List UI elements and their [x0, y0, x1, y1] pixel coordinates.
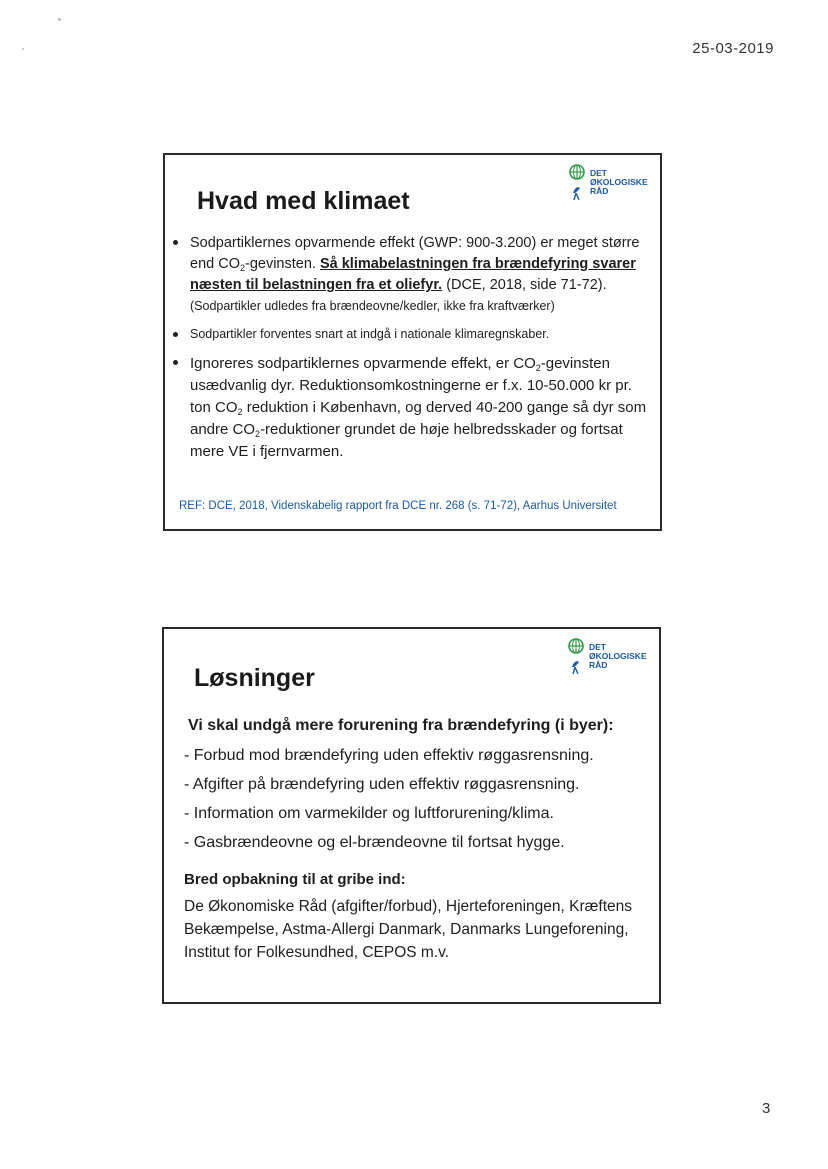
bullet-list	[172, 233, 656, 463]
solutions-heading: Vi skal undgå mere forurening fra brændefyring (i byer):	[188, 717, 614, 734]
logo-line: RÅD	[589, 660, 608, 670]
logo-line: RÅD	[590, 186, 609, 196]
logo-line: DET	[590, 168, 607, 178]
solutions-block	[184, 717, 654, 964]
scan-speck	[58, 18, 61, 21]
solution-item: - Afgifter på brændefyring uden effektiv røggasrensning.	[184, 776, 580, 793]
slide-title: Hvad med klimaet	[197, 187, 410, 215]
logo-line: ØKOLOGISKE	[589, 651, 647, 661]
logo-line: DET	[589, 642, 606, 652]
bullet-soot-warming: Sodpartiklernes opvarmende effekt (GWP: 900-3.200) er meget større end $CO_2$-gevinsten. Så klimabelastningen fra brændefyring svarer næsten til belastningen fra et oliefyr. (DCE, 2018, side 71-72). (Sodpartikler udledes fra brændeovne/kedler, ikke fra kraftværker)	[172, 233, 656, 317]
logo-text	[589, 643, 647, 670]
organization-logo	[566, 163, 652, 203]
reference-line: REF: DCE, 2018, Videnskabelig rapport fra DCE nr. 268 (s. 71-72), Aarhus Universitet	[179, 500, 617, 512]
solution-item: - Information om varmekilder og luftforurening/klima.	[184, 805, 554, 822]
solution-item: - Forbud mod brændefyring uden effektiv røggasrensning.	[184, 747, 594, 764]
bullet-cost: Ignoreres sodpartiklernes opvarmende effekt, er $CO_2$-gevinsten usædvanlig dyr. Reduktionsomkostningerne er f.x. 10-50.000 kr pr. ton $CO_2$ reduktion i København, og derved 40-200 gange så dyr som andre $CO_2$-reduktioner grundet de høje helbredsskader og fortsat mere VE i fjernvarmen.	[172, 353, 656, 463]
emphasis-text: Så klimabelastningen fra brændefyring svarer næsten til belastningen fra et oliefyr.	[190, 256, 636, 293]
support-text: De Økonomiske Råd (afgifter/forbud), Hjerteforeningen, Kræftens Bekæmpelse, Astma-Allergi Danmark, Danmarks Lungeforening, Institut for Folkesundhed, CEPOS m.v.	[184, 898, 632, 961]
organization-logo	[565, 637, 651, 677]
logo-text	[590, 169, 648, 196]
slide-climate	[163, 153, 662, 531]
globe-bird-icon	[566, 163, 588, 203]
bullet-note: (Sodpartikler udledes fra brændeovne/kedler, ikke fra kraftværker)	[190, 299, 555, 313]
slide-solutions	[162, 627, 661, 1004]
bullet-climate-accounts: Sodpartikler forventes snart at indgå i nationale klimaregnskaber.	[172, 325, 656, 343]
globe-bird-icon	[565, 637, 587, 677]
support-heading: Bred opbakning til at gribe ind:	[184, 871, 406, 888]
logo-line: ØKOLOGISKE	[590, 177, 648, 187]
scan-speck	[22, 48, 24, 50]
slide-title: Løsninger	[194, 664, 315, 692]
page-date: 25-03-2019	[692, 40, 774, 57]
solution-item: - Gasbrændeovne og el-brændeovne til fortsat hygge.	[184, 834, 565, 851]
page-number: 3	[762, 1100, 771, 1117]
